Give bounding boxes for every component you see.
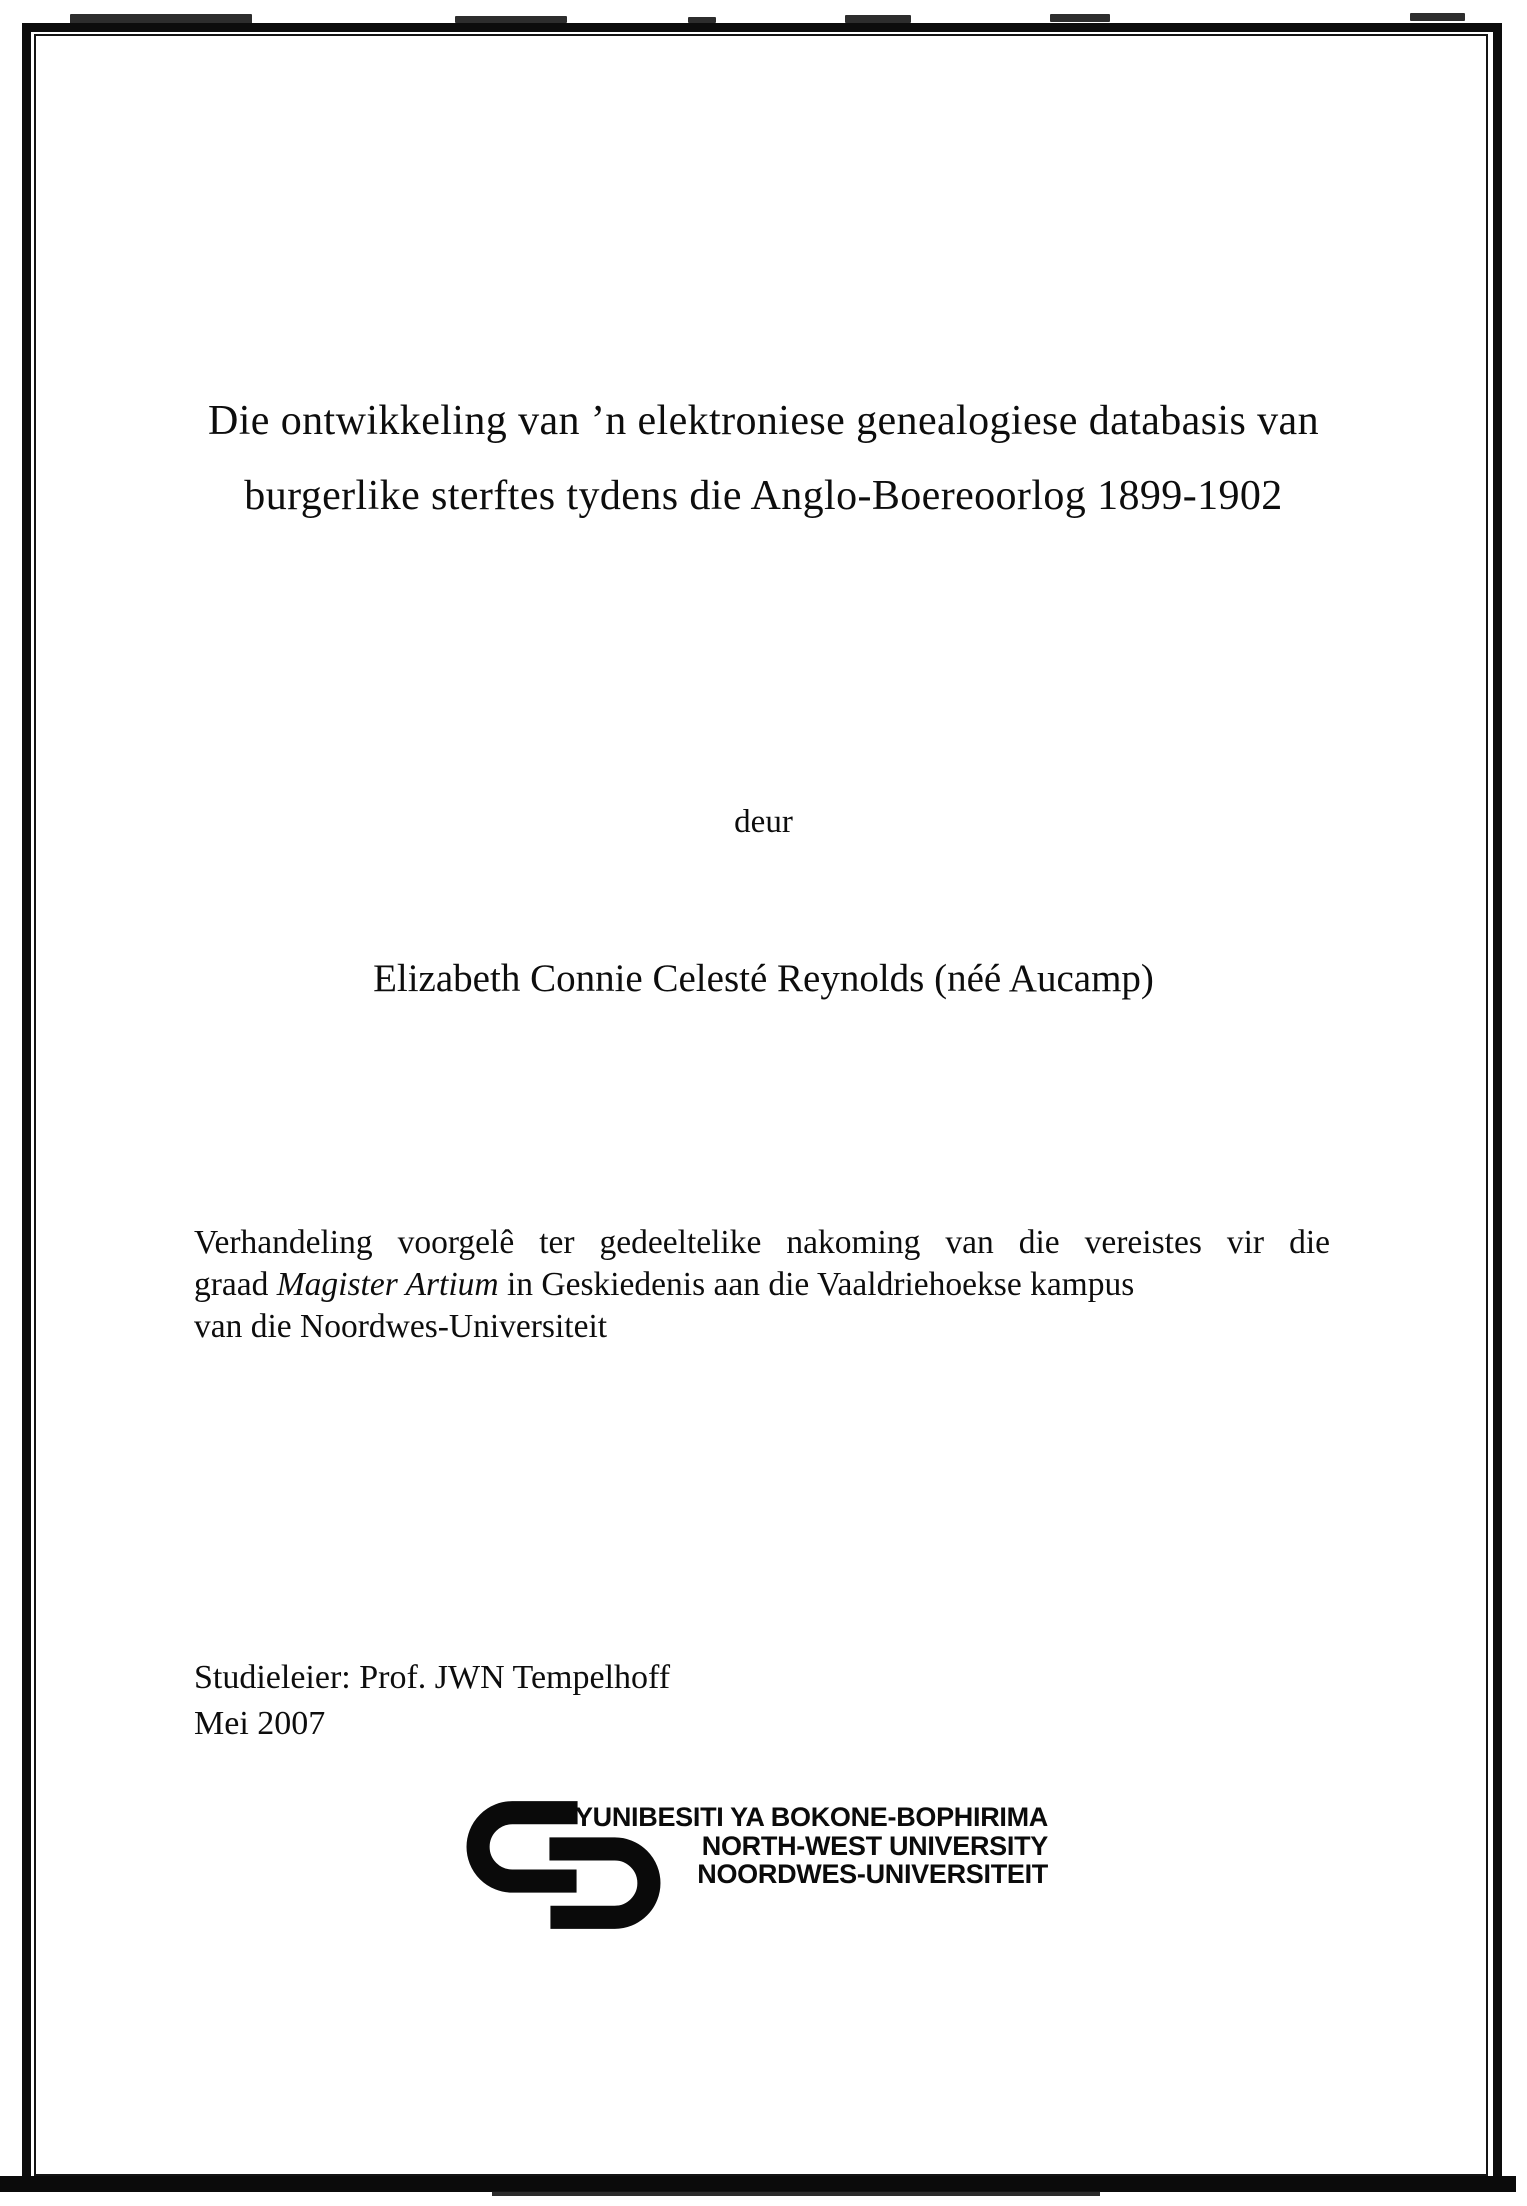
statement-line-3: van die Noordwes-Universiteit bbox=[194, 1308, 608, 1345]
logo-text-line-3: NOORDWES-UNIVERSITEIT bbox=[697, 1859, 1048, 1889]
logo-text-line-2: NORTH-WEST UNIVERSITY bbox=[701, 1830, 1048, 1861]
scan-artifact bbox=[1050, 14, 1110, 22]
title-line-2: burgerlike sterftes tydens die Anglo-Boereoorlog 1899-1902 bbox=[244, 473, 1283, 519]
scan-artifact bbox=[455, 16, 567, 23]
scan-artifact bbox=[845, 15, 911, 23]
degree-statement bbox=[194, 1222, 1330, 1348]
author-name: Elizabeth Connie Celesté Reynolds (néé Aucamp) bbox=[373, 957, 1154, 1000]
date-line: Mei 2007 bbox=[194, 1705, 326, 1742]
statement-line-2-post: in Geskiedenis aan die Vaaldriehoekse kampus bbox=[498, 1266, 1135, 1303]
page-title bbox=[0, 384, 1527, 534]
title-line-1: Die ontwikkeling van ’n elektroniese genealogiese databasis van bbox=[207, 398, 1319, 444]
statement-line-2-degree-italic: Magister Artium bbox=[276, 1266, 499, 1303]
statement-line-1: Verhandeling voorgelê ter gedeeltelike nakoming van die vereistes vir die bbox=[194, 1224, 1330, 1261]
logo-text-line-1: YUNIBESITI YA BOKONE-BOPHIRIMA bbox=[574, 1802, 1048, 1832]
university-logo-text bbox=[543, 1803, 1048, 1889]
statement-line-2-pre: graad bbox=[194, 1266, 277, 1303]
statement-line-2 bbox=[194, 1264, 1330, 1306]
byline: deur bbox=[734, 804, 793, 840]
supervisor-line: Studieleier: Prof. JWN Tempelhoff bbox=[194, 1659, 671, 1696]
credits-block bbox=[194, 1655, 670, 1747]
scan-artifact bbox=[1410, 13, 1465, 21]
scan-edge-bottom bbox=[0, 2176, 1516, 2192]
scan-artifact bbox=[492, 2191, 1100, 2196]
